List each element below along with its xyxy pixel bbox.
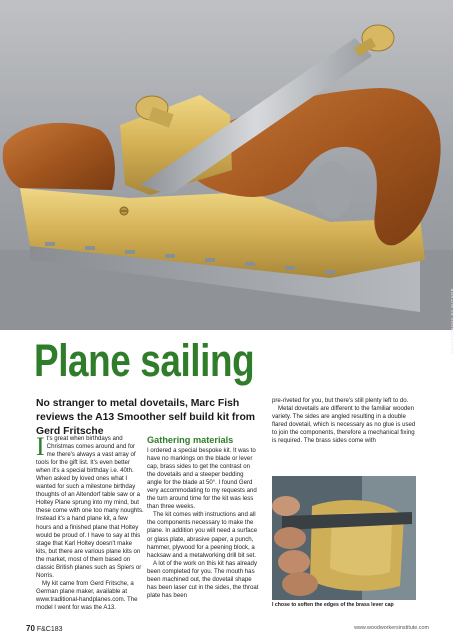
body-column-2 — [147, 435, 259, 600]
body-paragraph: The kit comes with instructions and all the components necessary to make the plane. In addition you will need a surface or glass plate, abrasive paper, a punch, hammer, plywood for a peening block, a hacksaw and a metalworking drill bit set. — [147, 511, 258, 559]
body-paragraph: pre-riveted for you, but there's still plenty left to do. — [272, 397, 409, 404]
photo-caption: I chose to soften the edges of the brass lever cap — [272, 602, 394, 608]
drop-cap: I — [36, 432, 45, 461]
body-column-3 — [272, 397, 416, 445]
article-headline: Plane sailing — [34, 335, 255, 386]
photo-credit: PHOTOGRAPHS BY AUTHOR — [450, 288, 455, 354]
body-paragraph: Metal dovetails are different to the familiar wooden variety. The sides are angled resulting in a double flared dovetail, which is necessary as no glue is used to join the components, therefore a mechanical fixing is required. The brass sides come with — [272, 405, 416, 445]
body-paragraph — [36, 432, 144, 580]
body-column-1 — [36, 432, 144, 612]
front-bun — [3, 123, 115, 190]
finger — [278, 550, 310, 574]
body-paragraph: My kit came from Gerd Fritsche, a German plane maker, available at www.traditional-handplanes.com. The model I went for was the A13. — [36, 579, 138, 611]
issue-label: F&C183 — [36, 626, 63, 633]
body-paragraph: I ordered a special bespoke kit. It was to have no markings on the blade or lever cap, brass sides to get the contrast on the dovetails and a steeper bedding angle for the blade at 50°. I found Gerd very accommodating to my requests and the turn around time for the kit was less than three weeks. — [147, 447, 257, 511]
page-number: 70 — [26, 624, 35, 633]
finger — [272, 496, 300, 516]
page-footer-left — [26, 624, 63, 633]
paragraph-text: t's great when birthdays and Christmas comes around and for me there's always a vast array of tools for the gift list. It's even better when it's a special birthday i.e. 40th. When asked by loved ones what I wanted for such a milestone birthday thoughts of an Altendorf table saw or a Holtey Plane sprung into my mind, but these come with one too many noughts. Instead it's a hand plane kit, a few hours and a finished plane that Holtey would be proud of. I have to say at this stage that Karl Holtey doesn't make kits, but there are various plane kits on the market, most of them based on classic British planes such as Spiers or Norris. — [36, 435, 144, 579]
inset-photo — [272, 476, 416, 600]
tote-hole — [312, 162, 352, 218]
file-on-brass-illustration — [272, 476, 416, 600]
body-paragraph: A lot of the work on this kit has already been completed for you. The mouth has been machined out, the dovetail shape has been laser cut in the sides, the throat plate has been — [147, 559, 259, 599]
website-link[interactable]: www.woodworkersinstitute.com — [354, 625, 429, 631]
article-standfirst: No stranger to metal dovetails, Marc Fish reviews the A13 Smoother self build kit from Gerd Fritsche — [36, 398, 256, 437]
section-subhead: Gathering materials — [147, 435, 234, 445]
finger — [282, 572, 318, 596]
finger — [274, 527, 306, 549]
